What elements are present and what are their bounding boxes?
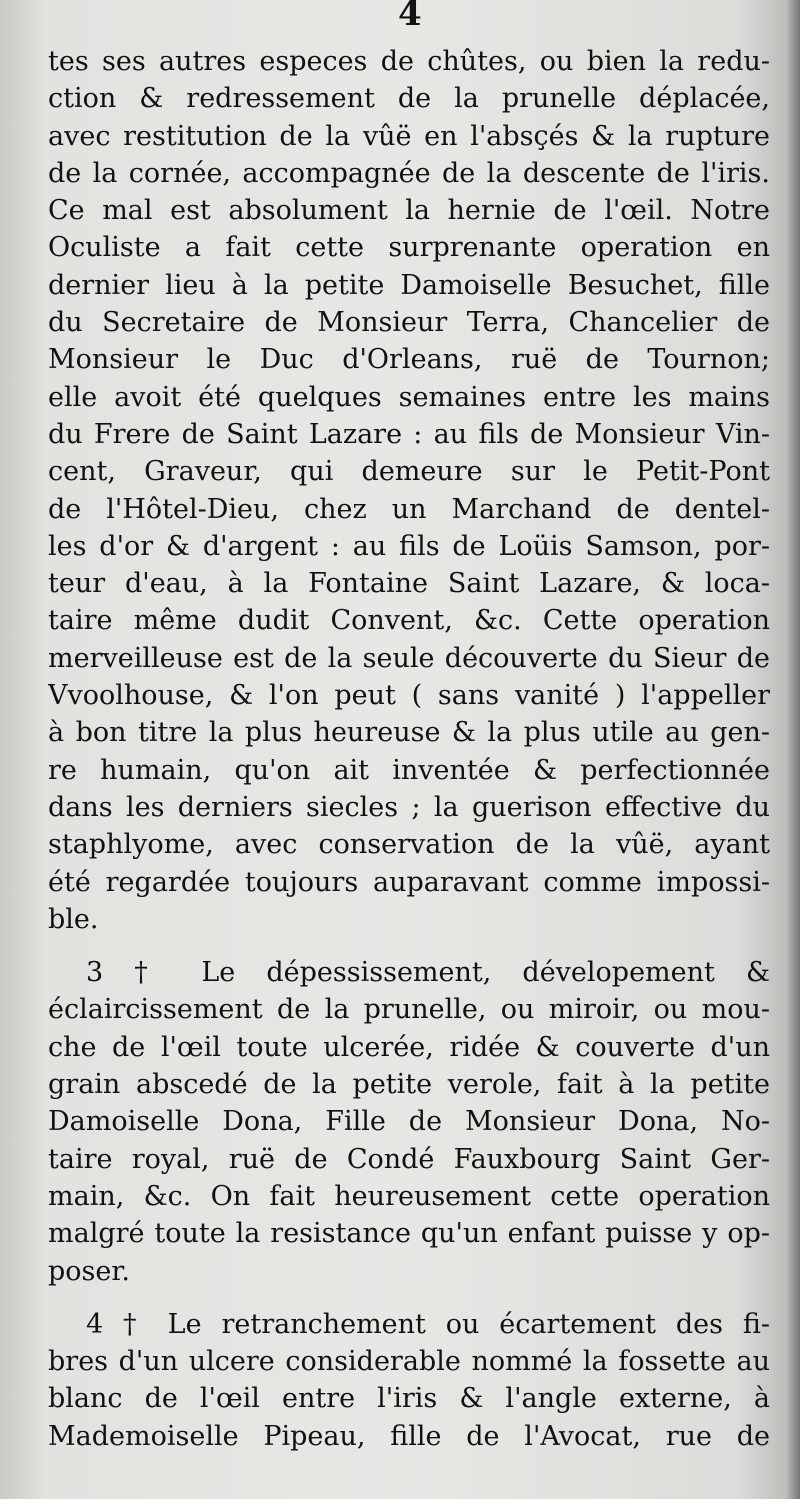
- paragraph-spacer: [48, 938, 770, 954]
- text-line: été regardée toujours auparavant comme impossi-: [48, 866, 770, 898]
- text-line: du Frere de Saint Lazare : au fils de Monsieur Vin-: [48, 418, 770, 450]
- text-line: grain abscedé de la petite verole, fait à la petite: [48, 1069, 770, 1101]
- text-line: dans les derniers siecles ; la guerison effective du: [48, 791, 770, 823]
- text-line: elle avoit été quelques semaines entre les mains: [48, 381, 770, 413]
- text-line: cent, Graveur, qui demeure sur le Petit-Pont: [48, 456, 770, 488]
- text-line: à bon titre la plus heureuse & la plus utile au gen-: [48, 717, 770, 749]
- paragraph-3: [48, 1306, 770, 1455]
- text-line: Ce mal est absolument la hernie de l'œil. Notre: [48, 195, 770, 227]
- text-line: 3 † Le dépessissement, dévelopement &: [86, 957, 770, 989]
- text-line: Oculiste a fait cette surprenante operation en: [48, 232, 770, 264]
- text-line: du Secretaire de Monsieur Terra, Chancelier de: [48, 307, 770, 339]
- text-line: de la cornée, accompagnée de la descente de l'iris.: [48, 157, 770, 189]
- text-line: Monsieur le Duc d'Orleans, ruë de Tournon;: [48, 344, 770, 376]
- text-line: re humain, qu'on ait inventée & perfectionnée: [48, 754, 770, 786]
- text-line: Vvoolhouse, & l'on peut ( sans vanité ) l'appeller: [48, 680, 770, 712]
- paragraph-spacer: [48, 1290, 770, 1306]
- text-line: Mademoiselle Pipeau, fille de l'Avocat, rue de: [48, 1420, 770, 1452]
- text-line: Damoiselle Dona, Fille de Monsieur Dona, No-: [48, 1106, 770, 1138]
- text-line: staphlyome, avec conservation de la vûë, ayant: [48, 829, 770, 861]
- text-line: tes ses autres especes de chûtes, ou bien la redu-: [48, 46, 770, 77]
- text-line: poser.: [48, 1255, 130, 1287]
- text-line: ction & redressement de la prunelle déplacée,: [48, 83, 770, 115]
- text-line: blanc de l'œil entre l'iris & l'angle externe, à: [48, 1383, 770, 1415]
- text-line: teur d'eau, à la Fontaine Saint Lazare, & loca-: [48, 568, 770, 600]
- text-line: 4 † Le retranchement ou écartement des fi-: [86, 1308, 770, 1340]
- page-number: 4: [398, 0, 422, 34]
- text-line: ble.: [48, 903, 99, 935]
- text-line: taire même dudit Convent, &c. Cette operation: [48, 605, 770, 637]
- text-line: de l'Hôtel-Dieu, chez un Marchand de dentel-: [48, 493, 770, 525]
- text-line: avec restitution de la vûë en l'absçés & la rupture: [48, 120, 770, 152]
- text-line: dernier lieu à la petite Damoiselle Besuchet, fille: [48, 269, 770, 301]
- text-line: les d'or & d'argent : au fils de Loüis Samson, por-: [48, 530, 770, 562]
- text-line: merveilleuse est de la seule découverte du Sieur de: [48, 642, 770, 674]
- paragraph-2: [48, 954, 770, 1290]
- page-text: [48, 43, 770, 1455]
- text-line: main, &c. On fait heureusement cette operation: [48, 1180, 770, 1212]
- text-line: taire royal, ruë de Condé Fauxbourg Saint Ger-: [48, 1143, 770, 1175]
- text-line: éclaircissement de la prunelle, ou miroir, ou mou-: [48, 994, 770, 1026]
- text-line: bres d'un ulcere considerable nommé la fossette au: [48, 1346, 770, 1378]
- text-line: malgré toute la resistance qu'un enfant puisse y op-: [48, 1218, 770, 1250]
- paragraph-1: [48, 43, 770, 938]
- text-line: che de l'œil toute ulcerée, ridée & couverte d'un: [48, 1031, 770, 1063]
